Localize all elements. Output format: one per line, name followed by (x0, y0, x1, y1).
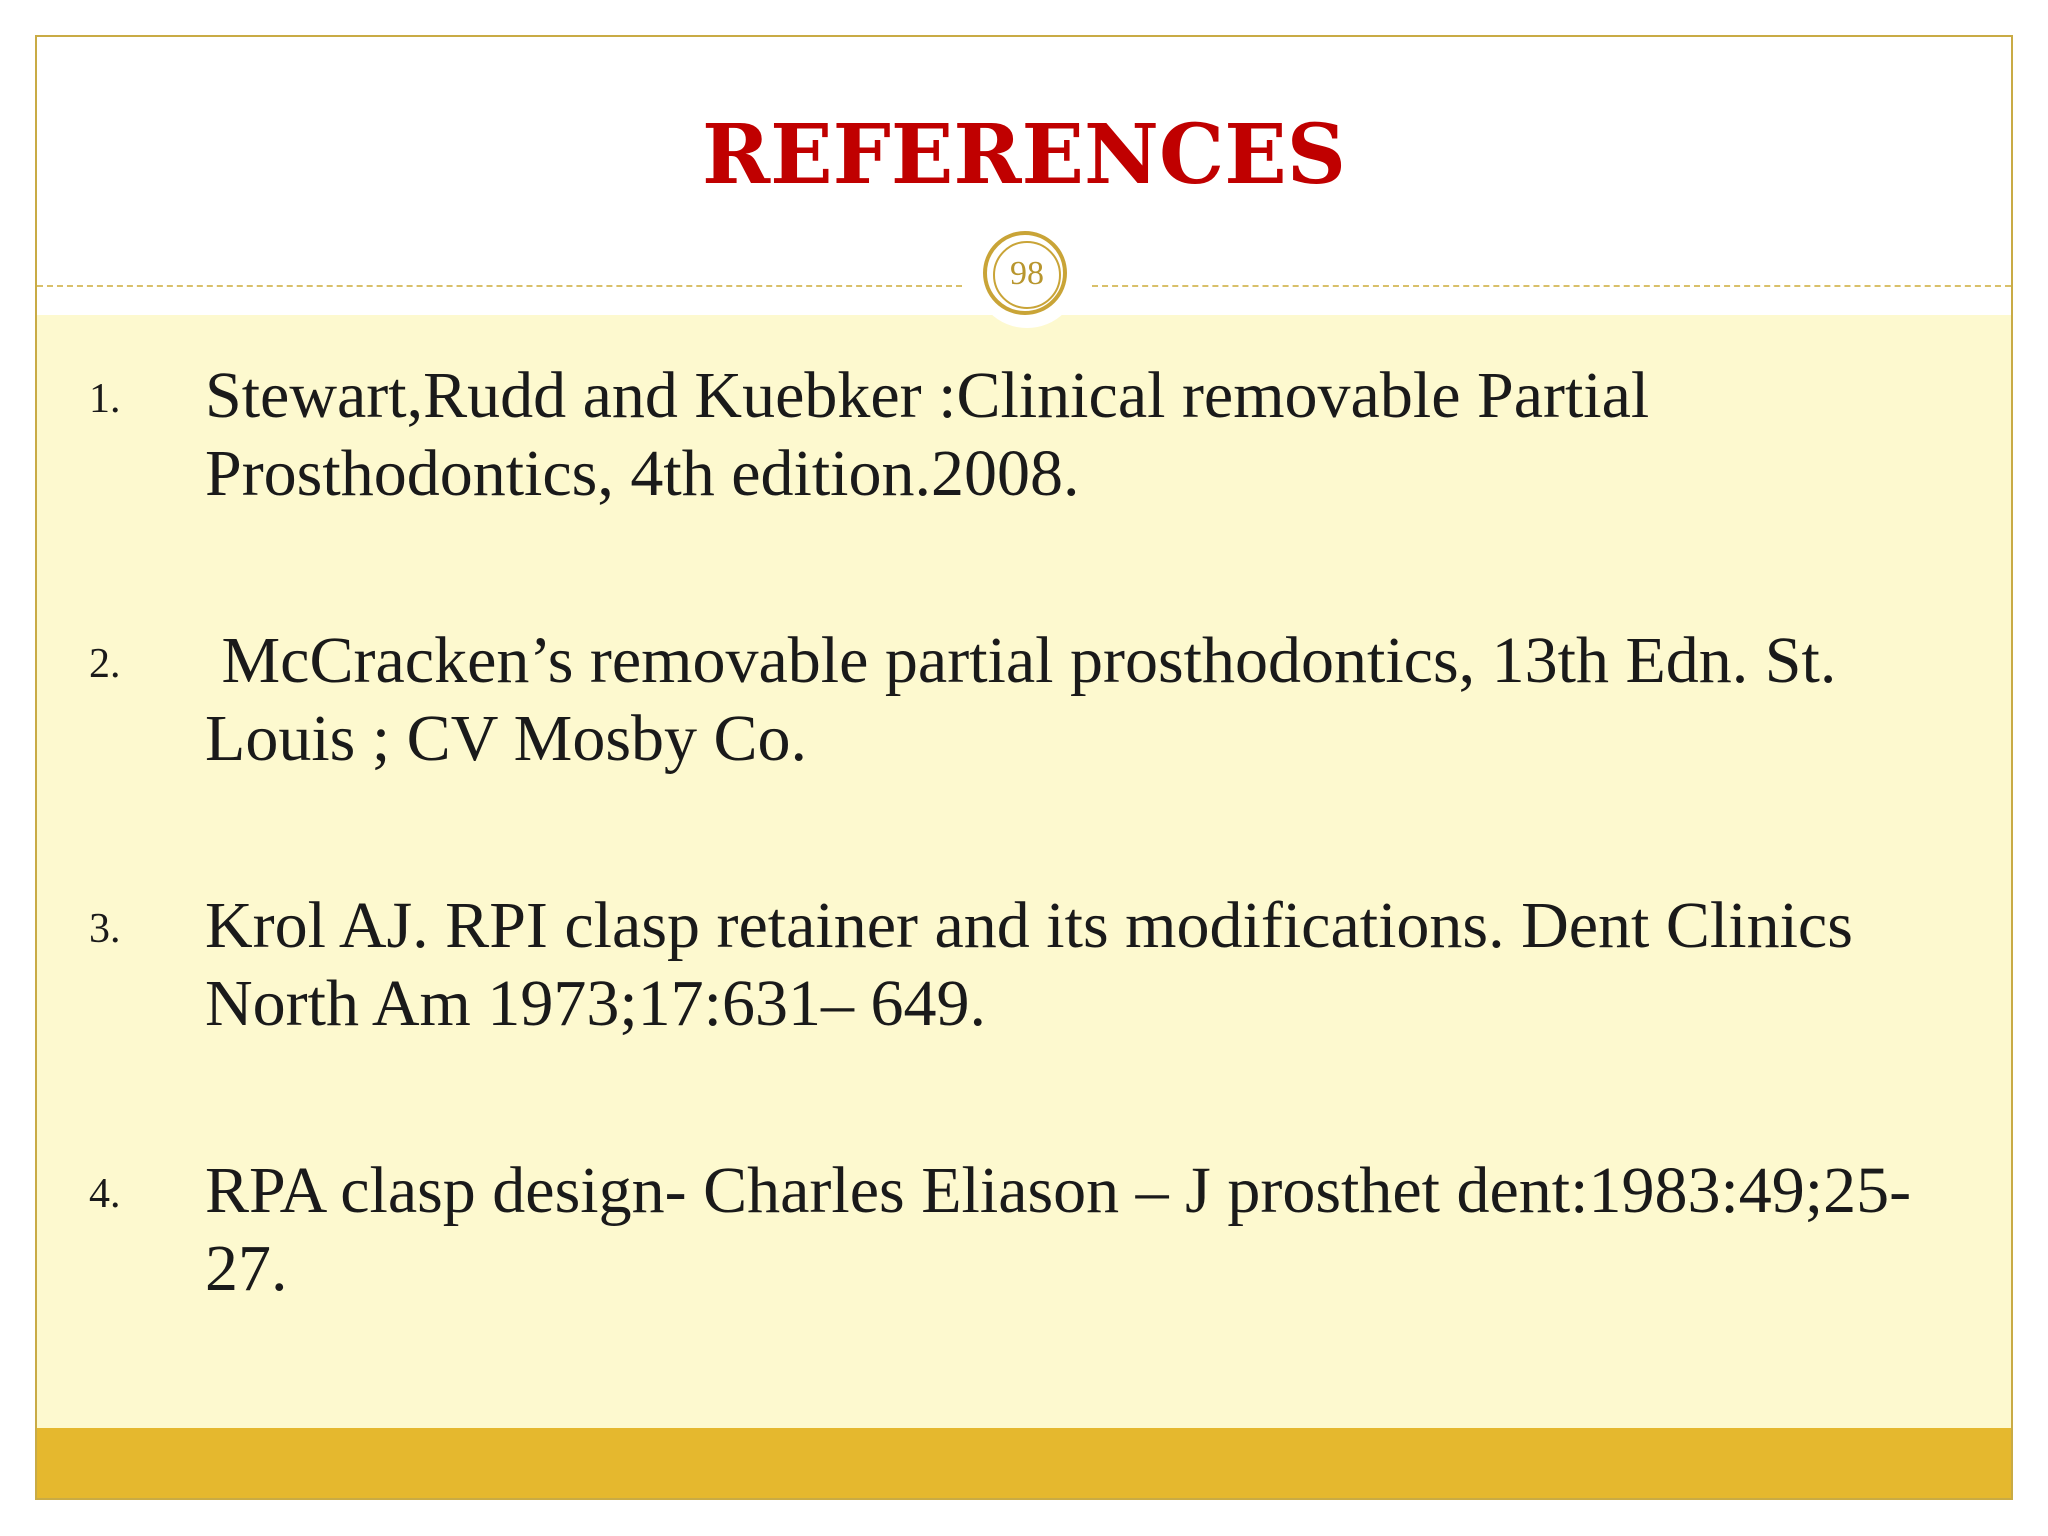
reference-text: RPA clasp design- Charles Eliason – J prosthet dent:1983:49;25-27. (205, 1154, 1912, 1305)
page-number: 98 (1010, 255, 1044, 292)
reference-number: 3. (89, 906, 121, 952)
slide-title: REFERENCES (702, 107, 1346, 203)
reference-list (37, 37, 2011, 1498)
reference-number: 4. (89, 1171, 121, 1217)
reference-text: Stewart,Rudd and Kuebker :Clinical removable Partial Prosthodontics, 4th edition.2008. (205, 359, 1650, 510)
reference-number: 1. (89, 376, 121, 422)
reference-text: McCracken’s removable partial prosthodontics, 13th Edn. St. Louis ; CV Mosby Co. (205, 624, 1853, 775)
reference-text: Krol AJ. RPI clasp retainer and its modifications. Dent Clinics North Am 1973;17:631– 649. (205, 889, 1853, 1040)
slide (35, 35, 2013, 1500)
reference-number: 2. (89, 641, 121, 687)
